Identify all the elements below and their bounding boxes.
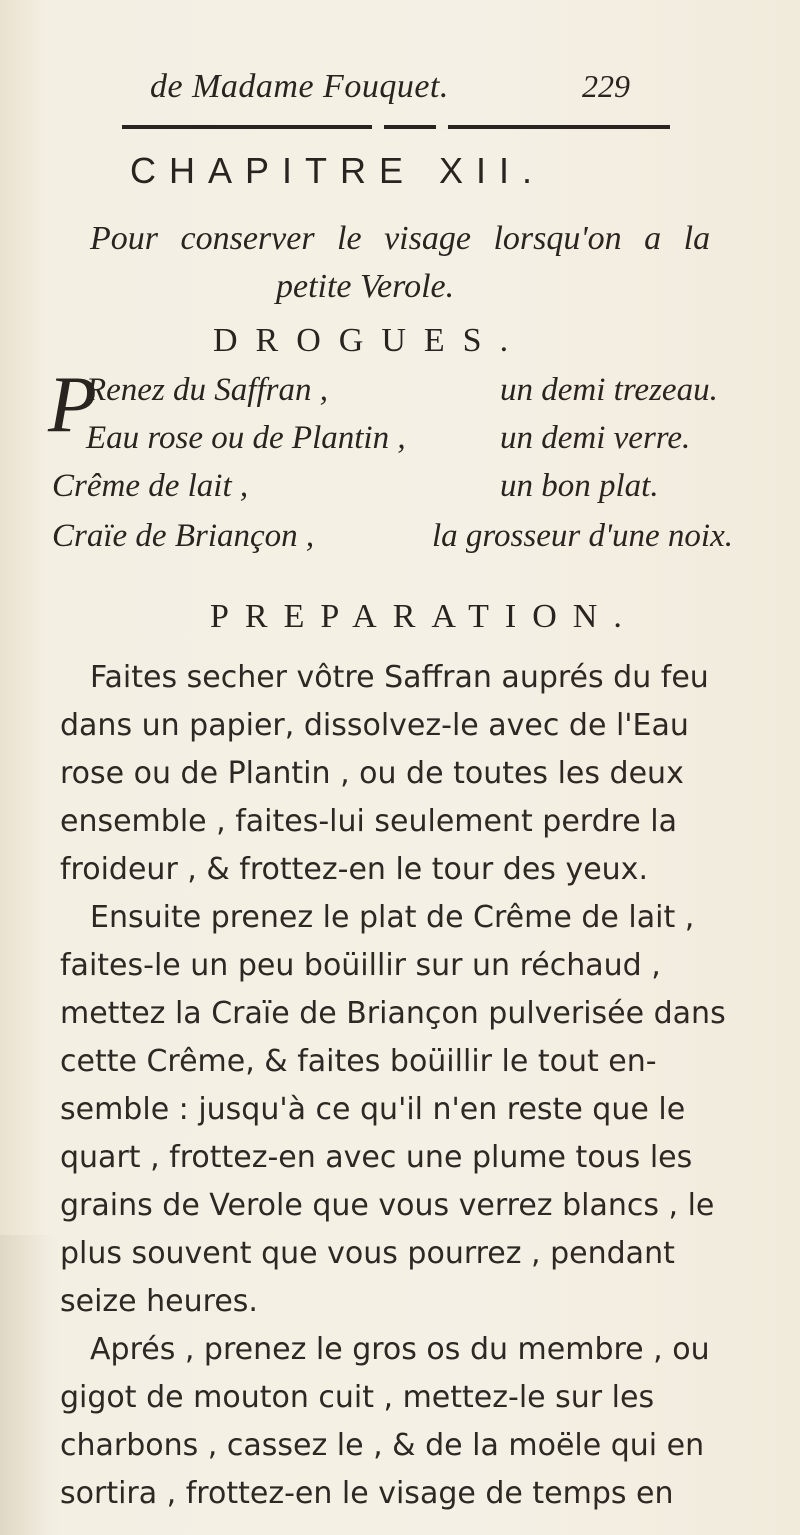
text-line: charbons , cassez le , & de la moële qui en bbox=[60, 1428, 705, 1463]
chapter-subtitle-line-2: petite Verole. bbox=[276, 268, 455, 305]
drug-row bbox=[52, 468, 752, 514]
text-line: Aprés , prenez le gros os du membre , ou bbox=[90, 1332, 710, 1367]
text-line: grains de Verole que vous verrez blancs , le bbox=[60, 1188, 715, 1223]
drug-name: Crême de lait , bbox=[52, 468, 249, 504]
header-rule bbox=[122, 125, 670, 129]
drug-row bbox=[52, 372, 752, 418]
drug-quantity: un bon plat. bbox=[500, 468, 659, 504]
drug-row bbox=[52, 518, 752, 564]
text-line: faites-le un peu boüillir sur un réchaud , bbox=[60, 948, 661, 983]
chapter-heading: CHAPITRE XII. bbox=[130, 150, 546, 191]
text-line: quart , frottez-en avec une plume tous les bbox=[60, 1140, 693, 1175]
text-line: semble : jusqu'à ce qu'il n'en reste que le bbox=[60, 1092, 686, 1127]
drug-row bbox=[52, 420, 752, 466]
running-head-title: de Madame Fouquet. bbox=[150, 68, 449, 105]
text-line: ensemble , faites-lui seulement perdre la bbox=[60, 804, 678, 839]
drug-name: Eau rose ou de Plantin , bbox=[86, 420, 406, 456]
drug-quantity: la grosseur d'une noix. bbox=[432, 518, 733, 554]
text-line: mettez la Craïe de Briançon pulverisée dans bbox=[60, 996, 726, 1031]
drug-name: Craïe de Briançon , bbox=[52, 518, 315, 554]
drug-quantity: un demi trezeau. bbox=[500, 372, 718, 408]
text-line: Faites secher vôtre Saffran auprés du feu bbox=[90, 660, 709, 695]
preparation-heading: PREPARATION. bbox=[210, 598, 638, 635]
text-line: cette Crême, & faites boüillir le tout en- bbox=[60, 1044, 657, 1079]
drugs-heading: DROGUES. bbox=[213, 322, 527, 359]
text-line: seize heures. bbox=[60, 1284, 258, 1319]
text-line: plus souvent que vous pourrez , pendant bbox=[60, 1236, 675, 1271]
text-line: Ensuite prenez le plat de Crême de lait , bbox=[90, 900, 695, 935]
text-line: rose ou de Plantin , ou de toutes les deux bbox=[60, 756, 684, 791]
page-number: 229 bbox=[582, 68, 630, 104]
chapter-subtitle-line-1: Pour conserver le visage lorsqu'on a la bbox=[90, 220, 711, 257]
running-head bbox=[150, 68, 670, 108]
text-line: sortira , frottez-en le visage de temps en bbox=[60, 1476, 674, 1511]
drop-cap: P bbox=[48, 361, 97, 449]
rule-gap bbox=[372, 124, 384, 130]
rule-gap bbox=[436, 124, 448, 130]
text-line: froideur , & frottez-en le tour des yeux. bbox=[60, 852, 648, 887]
drug-name: Renez du Saffran , bbox=[86, 372, 328, 408]
page-stain bbox=[0, 1235, 60, 1535]
text-line: dans un papier, dissolvez-le avec de l'Eau bbox=[60, 708, 689, 743]
drug-quantity: un demi verre. bbox=[500, 420, 691, 456]
text-line: gigot de mouton cuit , mettez-le sur les bbox=[60, 1380, 655, 1415]
